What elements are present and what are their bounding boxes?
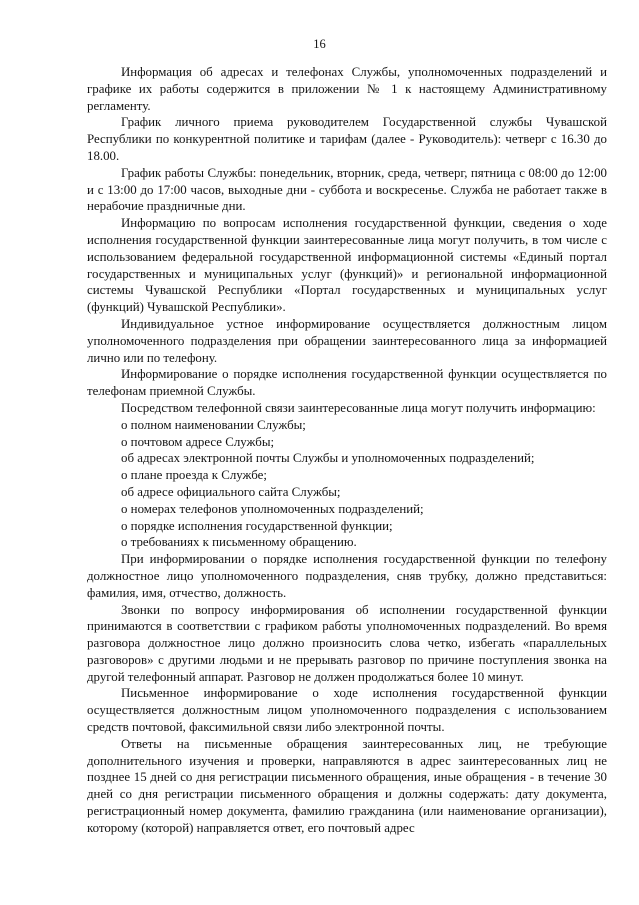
paragraph-written-informing: Письменное информирование о ходе исполнения государственной функции осуществляется должностным лицом уполномоченного подразделения с использованием средств почтовой, факсимильной связи либо электронной почты. [87, 686, 607, 735]
list-item: о плане проезда к Службе; [121, 468, 267, 483]
paragraph-reception-schedule: График личного приема руководителем Государственной службы Чувашской Республики по конкурентной политике и тарифам (далее - Руководитель): четверг с 16.30 до 18.00. [87, 115, 607, 163]
list-item: о почтовом адресе Службы; [121, 434, 275, 449]
paragraph-phone-greeting: При информировании о порядке исполнения государственной функции по телефону должностное лицо уполномоченного подразделения, сняв трубку, должно представиться: фамилия, имя, отчество, должность. [87, 552, 607, 600]
list-item: о полном наименовании Службы; [121, 417, 306, 432]
page-number: 16 [313, 37, 326, 51]
paragraph-phone-topics-intro: Посредством телефонной связи заинтересованные лица могут получить информацию: [121, 400, 596, 415]
list-item: о номерах телефонов уполномоченных подразделений; [121, 501, 424, 516]
paragraph-information-sources: Информацию по вопросам исполнения государственной функции, сведения о ходе исполнения государственной функции заинтересованные лица могут получить, в том числе с использованием федеральной государственной информационной системы «Единый портал государственных и муниципальных услуг (функций)» и региональной информационной системы Чувашской Республики «Портал государственных и муниципальных услуг (функций) Чувашской Республики». [87, 216, 607, 315]
list-item: об адресе официального сайта Службы; [121, 484, 341, 499]
paragraph-work-schedule: График работы Службы: понедельник, вторник, среда, четверг, пятница с 08:00 до 12:00 и с 13:00 до 17:00 часов, выходные дни - суббота и воскресенье. Служба не работает также в нерабочие праздничные дни. [87, 165, 607, 214]
paragraph-phone-informing: Информирование о порядке исполнения государственной функции осуществляется по телефонам приемной Службы. [87, 367, 607, 399]
paragraph-contacts-info: Информация об адресах и телефонах Службы, уполномоченных подразделений и графике их работы содержится в приложении № 1 к настоящему Административному регламенту. [87, 65, 607, 113]
paragraph-oral-informing: Индивидуальное устное информирование осуществляется должностным лицом уполномоченного подразделения при обращении заинтересованного лица за информацией лично или по телефону. [87, 316, 607, 365]
list-item: о порядке исполнения государственной функции; [121, 518, 393, 533]
phone-topics-list [87, 417, 607, 551]
document-body [87, 64, 607, 837]
list-item: об адресах электронной почты Службы и уполномоченных подразделений; [121, 451, 535, 466]
paragraph-call-rules: Звонки по вопросу информирования об исполнении государственной функции принимаются в соответствии с графиком работы уполномоченных подразделений. Во время разговора должностное лицо должно произносить слова четко, избегать «параллельных разговоров» с другими людьми и не прерывать разговор по причине поступления звонка на другой телефонный аппарат. Разговор не должен продолжаться более 10 минут. [87, 602, 607, 684]
paragraph-written-replies: Ответы на письменные обращения заинтересованных лиц, не требующие дополнительного изучения и проверки, направляются в адрес заинтересованных лиц не позднее 15 дней со дня регистрации письменного обращения, иные обращения - в течение 30 дней со дня регистрации письменного обращения и должны содержать: дату документа, регистрационный номер документа, фамилию гражданина (или наименование организации), которому (которой) направляется ответ, его почтовый адрес [87, 736, 607, 835]
list-item: о требованиях к письменному обращению. [121, 535, 357, 550]
